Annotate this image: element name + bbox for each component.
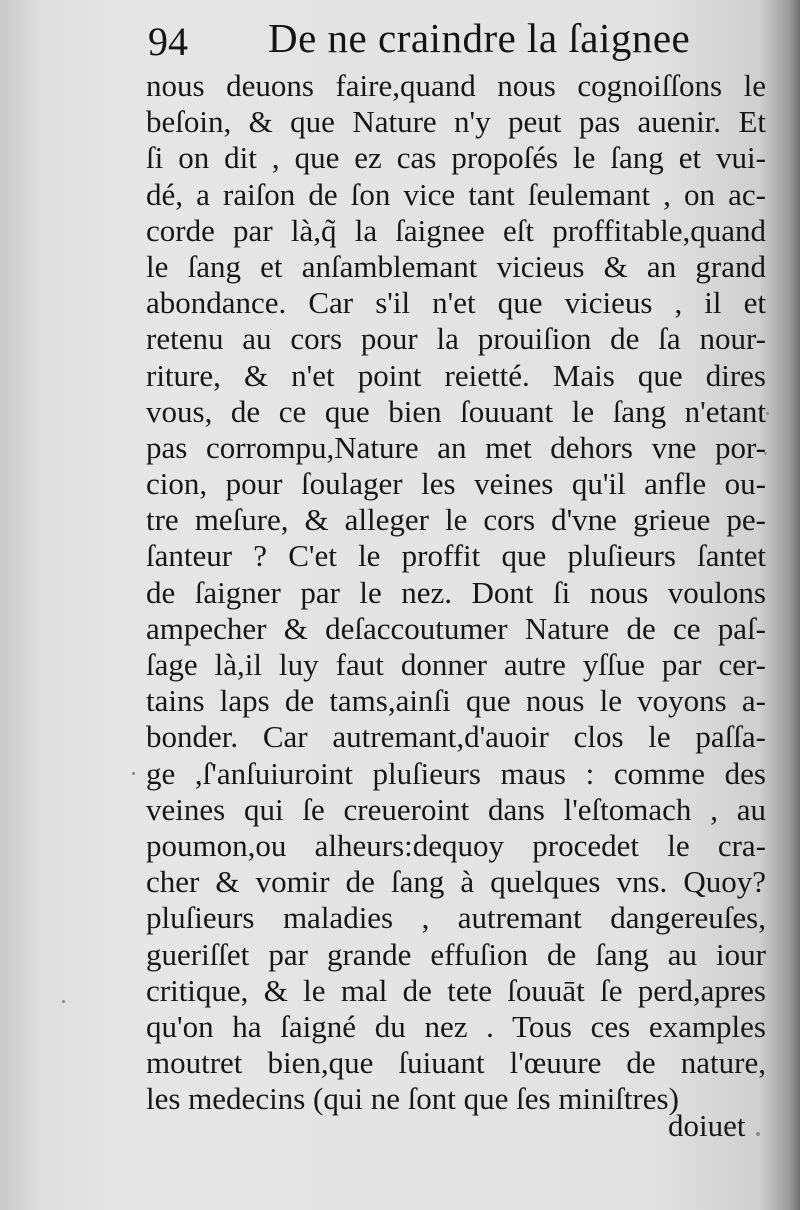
text-line: tains laps de tams,ainſi que nous le voyons a- (146, 683, 766, 719)
paper-speck (766, 412, 769, 415)
text-line: beſoin, & que Nature n'y peut pas auenir. Et (146, 104, 766, 140)
text-line: le ſang et anſamblemant vicieus & an grand (146, 248, 766, 284)
page-number: 94 (148, 19, 188, 64)
text-line: moutret bien,que ſuiuant l'œuure de nature, (146, 1045, 766, 1081)
text-line: vous, de ce que bien ſouuant le ſang n'etant (146, 393, 766, 429)
text-line: critique, & le mal de tete ſouuāt ſe perd,apres (146, 972, 766, 1008)
paper-speck (756, 1132, 760, 1136)
text-line: gueriſſet par grande effuſion de ſang au iour (146, 936, 766, 972)
text-line: tre meſure, & alleger le cors d'vne grieue pe- (146, 502, 766, 538)
text-line: poumon,ou alheurs:dequoy procedet le cra- (146, 827, 766, 863)
text-line: ſanteur ? C'et le proffit que pluſieurs ſantet (146, 538, 766, 574)
text-line: corde par là,q̃ la ſaignee eſt proffitable,quand (146, 212, 766, 248)
text-line: de ſaigner par le nez. Dont ſi nous voulons (146, 574, 766, 610)
text-line: ge ,ſ'anſuiuroint pluſieurs maus : comme des (146, 755, 766, 791)
text-line: abondance. Car s'il n'et que vicieus , il et (146, 285, 766, 321)
text-line: ſi on dit , que ez cas propoſés le ſang et vui- (146, 140, 766, 176)
running-head: De ne craindre la ſaignee (268, 15, 691, 61)
text-line: bonder. Car autremant,d'auoir clos le paſſa- (146, 719, 766, 755)
text-line: dé, a raiſon de ſon vice tant ſeulemant , on ac- (146, 176, 766, 212)
text-line: riture, & n'et point reietté. Mais que dires (146, 357, 766, 393)
text-line: nous deuons faire,quand nous cognoiſſons le (146, 68, 766, 103)
text-line: pluſieurs maladies , autremant dangereuſes, (146, 900, 766, 936)
paper-speck (62, 1000, 65, 1003)
body-text (146, 68, 766, 1117)
text-line: cher & vomir de ſang à quelques vns. Quoy? (146, 864, 766, 900)
text-line: qu'on ha ſaigné du nez . Tous ces examples (146, 1008, 766, 1044)
text-line: veines qui ſe creueroint dans l'eſtomach , au (146, 791, 766, 827)
text-line: ampecher & deſaccoutumer Nature de ce paſ- (146, 610, 766, 646)
paper-speck (132, 772, 135, 775)
catchword: doiuet (668, 1108, 746, 1143)
text-line: pas corrompu,Nature an met dehors vne por- (146, 429, 766, 465)
text-line: les medecins (qui ne ſont que ſes miniſtres) (146, 1081, 679, 1117)
text-line: retenu au cors pour la prouiſion de ſa nour- (146, 321, 766, 357)
text-line: ſage là,il luy faut donner autre yſſue par cer- (146, 647, 766, 682)
text-line: cion, pour ſoulager les veines qu'il anfle ou- (146, 466, 766, 502)
